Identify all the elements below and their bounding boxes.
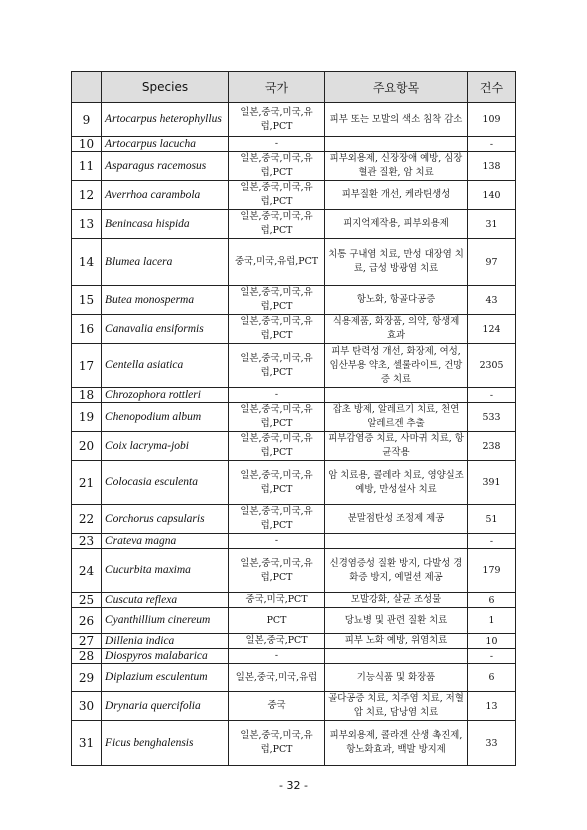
species-name: Cyanthillium cinereum	[102, 608, 229, 634]
patent-count: 179	[468, 549, 516, 593]
country-list: PCT	[229, 608, 325, 634]
main-items: 기능식품 및 화장품	[325, 664, 468, 692]
patent-count: 33	[468, 721, 516, 766]
country-list: 중국	[229, 692, 325, 721]
row-number: 24	[72, 549, 102, 593]
country-list: 일본,중국,미국,유럽,PCT	[229, 461, 325, 505]
main-items: 분말점탄성 조정제 제공	[325, 505, 468, 534]
country-list: 일본,중국,미국,유럽,PCT	[229, 721, 325, 766]
species-name: Coix lacryma-jobi	[102, 432, 229, 461]
table-row	[72, 103, 516, 137]
country-list: 일본,중국,미국,유럽,PCT	[229, 103, 325, 137]
main-items: 피부 탄력성 개선, 화장제, 여성, 임산부용 약초, 셀룰라이트, 건망증 치료	[325, 344, 468, 388]
country-list: 일본,중국,미국,유럽,PCT	[229, 344, 325, 388]
species-name: Crateva magna	[102, 534, 229, 549]
table-row	[72, 432, 516, 461]
patent-count: -	[468, 534, 516, 549]
main-items: 항노화, 항골다공증	[325, 286, 468, 315]
main-items: 치통 구내염 치료, 만성 대장염 치료, 급성 방광염 치료	[325, 239, 468, 286]
table-row	[72, 721, 516, 766]
patent-count: 6	[468, 664, 516, 692]
header-main-items: 주요항목	[325, 72, 468, 103]
row-number: 21	[72, 461, 102, 505]
patent-count: -	[468, 649, 516, 664]
row-number: 26	[72, 608, 102, 634]
table-row	[72, 344, 516, 388]
row-number: 19	[72, 403, 102, 432]
patent-count: -	[468, 388, 516, 403]
row-number: 9	[72, 103, 102, 137]
row-number: 27	[72, 634, 102, 649]
country-list: 중국,미국,PCT	[229, 593, 325, 608]
main-items	[325, 137, 468, 152]
main-items: 피부감염증 치료, 사마귀 치료, 항균작용	[325, 432, 468, 461]
country-list: 일본,중국,미국,유럽,PCT	[229, 286, 325, 315]
row-number: 12	[72, 181, 102, 210]
header-number	[72, 72, 102, 103]
patent-count: 533	[468, 403, 516, 432]
country-list: -	[229, 137, 325, 152]
table-row	[72, 403, 516, 432]
country-list: 일본,중국,미국,유럽,PCT	[229, 549, 325, 593]
species-name: Blumea lacera	[102, 239, 229, 286]
species-name: Cuscuta reflexa	[102, 593, 229, 608]
table-row	[72, 634, 516, 649]
country-list: -	[229, 534, 325, 549]
table-row	[72, 608, 516, 634]
patent-count: 124	[468, 315, 516, 344]
patent-count: 238	[468, 432, 516, 461]
country-list: 일본,중국,미국,유럽,PCT	[229, 403, 325, 432]
main-items: 골다공증 치료, 치주염 치료, 저혈압 치료, 담낭염 치료	[325, 692, 468, 721]
patent-count: -	[468, 137, 516, 152]
table-row	[72, 649, 516, 664]
species-name: Benincasa hispida	[102, 210, 229, 239]
main-items: 당뇨병 및 관련 질환 치료	[325, 608, 468, 634]
species-name: Corchorus capsularis	[102, 505, 229, 534]
country-list: 일본,중국,PCT	[229, 634, 325, 649]
table-row	[72, 286, 516, 315]
species-name: Dillenia indica	[102, 634, 229, 649]
main-items: 신경염증성 질환 방지, 다발성 경화증 방지, 예멀션 제공	[325, 549, 468, 593]
table-row	[72, 461, 516, 505]
row-number: 16	[72, 315, 102, 344]
row-number: 17	[72, 344, 102, 388]
row-number: 28	[72, 649, 102, 664]
patent-count: 51	[468, 505, 516, 534]
main-items: 피지억제작용, 피부외용제	[325, 210, 468, 239]
country-list: 일본,중국,미국,유럽,PCT	[229, 432, 325, 461]
patent-count: 140	[468, 181, 516, 210]
row-number: 25	[72, 593, 102, 608]
main-items: 잡초 방제, 알레르기 치료, 천연 알레르겐 추출	[325, 403, 468, 432]
patent-count: 1	[468, 608, 516, 634]
species-name: Ficus benghalensis	[102, 721, 229, 766]
patent-count: 6	[468, 593, 516, 608]
patent-count: 43	[468, 286, 516, 315]
main-items: 피부외용제, 콜라겐 산생 촉진제, 항노화효과, 백발 방지제	[325, 721, 468, 766]
species-name: Asparagus racemosus	[102, 152, 229, 181]
species-name: Canavalia ensiformis	[102, 315, 229, 344]
header-country: 국가	[229, 72, 325, 103]
table-header-row	[72, 72, 516, 103]
main-items	[325, 534, 468, 549]
row-number: 13	[72, 210, 102, 239]
species-patent-table	[71, 71, 516, 766]
table-row	[72, 664, 516, 692]
table-row	[72, 388, 516, 403]
country-list: 일본,중국,미국,유럽,PCT	[229, 181, 325, 210]
main-items: 모발강화, 살균 조성물	[325, 593, 468, 608]
patent-count: 2305	[468, 344, 516, 388]
table-row	[72, 315, 516, 344]
main-items: 피부질환 개선, 케라틴생성	[325, 181, 468, 210]
species-name: Artocarpus heterophyllus	[102, 103, 229, 137]
country-list: 일본,중국,미국,유럽,PCT	[229, 315, 325, 344]
row-number: 29	[72, 664, 102, 692]
main-items: 암 치료용, 콜레라 치료, 영양실조 예방, 만성설사 치료	[325, 461, 468, 505]
species-name: Drynaria quercifolia	[102, 692, 229, 721]
species-name: Butea monosperma	[102, 286, 229, 315]
main-items: 식용제품, 화장품, 의약, 항생제 효과	[325, 315, 468, 344]
species-name: Artocarpus lacucha	[102, 137, 229, 152]
row-number: 31	[72, 721, 102, 766]
patent-count: 31	[468, 210, 516, 239]
species-name: Diospyros malabarica	[102, 649, 229, 664]
table-row	[72, 549, 516, 593]
patent-count: 391	[468, 461, 516, 505]
species-name: Averrhoa carambola	[102, 181, 229, 210]
country-list: 일본,중국,미국,유럽,PCT	[229, 505, 325, 534]
patent-count: 10	[468, 634, 516, 649]
row-number: 14	[72, 239, 102, 286]
header-species: Species	[102, 72, 229, 103]
main-items: 피부 또는 모발의 색소 침착 감소	[325, 103, 468, 137]
species-name: Colocasia esculenta	[102, 461, 229, 505]
country-list: 일본,중국,미국,유럽,PCT	[229, 152, 325, 181]
table-body	[72, 103, 516, 766]
row-number: 18	[72, 388, 102, 403]
patent-count: 13	[468, 692, 516, 721]
table-row	[72, 181, 516, 210]
row-number: 22	[72, 505, 102, 534]
country-list: 중국,미국,유럽,PCT	[229, 239, 325, 286]
row-number: 10	[72, 137, 102, 152]
table-row	[72, 239, 516, 286]
table-row	[72, 593, 516, 608]
species-name: Chrozophora rottleri	[102, 388, 229, 403]
country-list: -	[229, 649, 325, 664]
country-list: 일본,중국,미국,유럽	[229, 664, 325, 692]
main-items: 피부외용제, 신장장애 예방, 심장혈관 질환, 암 치료	[325, 152, 468, 181]
table-row	[72, 210, 516, 239]
table-row	[72, 152, 516, 181]
row-number: 23	[72, 534, 102, 549]
species-name: Cucurbita maxima	[102, 549, 229, 593]
table-row	[72, 534, 516, 549]
row-number: 30	[72, 692, 102, 721]
species-name: Chenopodium album	[102, 403, 229, 432]
species-name: Diplazium esculentum	[102, 664, 229, 692]
table-row	[72, 137, 516, 152]
species-name: Centella asiatica	[102, 344, 229, 388]
main-items	[325, 649, 468, 664]
patent-count: 97	[468, 239, 516, 286]
table-row	[72, 505, 516, 534]
country-list: -	[229, 388, 325, 403]
patent-count: 138	[468, 152, 516, 181]
row-number: 11	[72, 152, 102, 181]
page-number: - 32 -	[279, 779, 308, 792]
header-count: 건수	[468, 72, 516, 103]
table-row	[72, 692, 516, 721]
row-number: 15	[72, 286, 102, 315]
country-list: 일본,중국,미국,유럽,PCT	[229, 210, 325, 239]
main-items	[325, 388, 468, 403]
row-number: 20	[72, 432, 102, 461]
patent-count: 109	[468, 103, 516, 137]
main-items: 피부 노화 예방, 위염치료	[325, 634, 468, 649]
